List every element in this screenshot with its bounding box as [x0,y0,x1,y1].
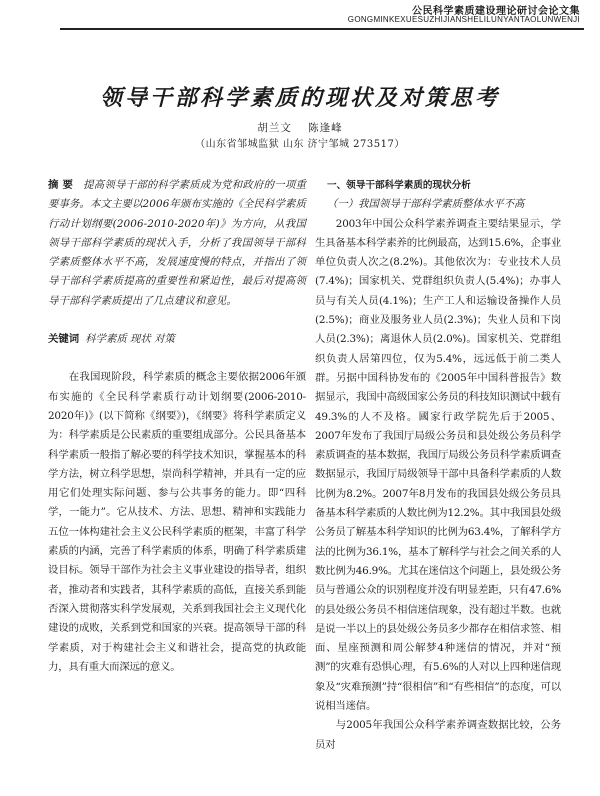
journal-series-title: 公民科学素质建设理论研讨会论文集 [412,6,580,17]
article-title: 领导干部科学素质的现状及对策思考 [99,84,500,111]
keywords-text: 科学素质 现状 对策 [85,333,175,346]
abstract-label: 摘 要 [48,179,74,191]
subsection-heading: （一）我国领导干部科学素质整体水平不高 [327,198,525,211]
abstract [48,176,306,311]
header-rule [60,28,584,30]
article-authors: 胡兰文 陈逢峰 [257,122,343,134]
journal-series-pinyin: GONGMINKEXUESUZHIJIANSHELILUNYANTAOLUNWENJI [347,15,580,24]
keywords-label: 关键词 [48,333,80,346]
abstract-text: 提高领导干部的科学素质成为党和政府的一项重要事务。本文主要以2006年颁布实施的《全民科学素质行动计划纲要(2006-2010-2020年)》为方向，从我国领导干部科学素质的现状入手，分析了我国领导干部科学素质整体水平不高，发展速度慢的特点，并指出了领导干部科学素质提高的重要性和紧迫性，最后对提高领导干部科学素质提出了几点建议和意见。 [48,179,306,307]
body-paragraph: 2003年中国公众科学素养调查主要结果显示，学生具备基本科学素养的比例最高，达到15.6%，企事业单位负责人次之(8.2%)。其他依次为：专业技术人员(7.4%)；国家机关、党群组织负责人(5.4%)；办事人员与有关人员(4.1%)；生产工人和运输设备操作人员(2.5%)；商业及服务业人员(2.3%)；失业人员和下岗人员(2.3%)；离退休人员(2.0%)。国家机关、党群组织负责人居第四位，仅为5.4%，远远低于前二类人群。另据中国科协发布的《2005年中国科普报告》数据显示，我国中高级国家公务员的科技知识测试中载有49.3%的人不及格。國家行政学院先后于2005、2007年发布了我国厅局级公务员和县处级公务员科学素质调查的基本数据，我国厅局级公务员科学素质调查数据显示，我国厅局级领导干部中具备科学素质的人数比例为8.2%。2007年8月发布的我国县处级公务员具备基本科学素质的人数比例为12.2%。其中我国县处级公务员了解基本科学知识的比例为63.4%，了解科学方法的比例为36.1%，基本了解科学与社会之间关系的人数比例为46.9%。尤其在迷信这个问题上，县处级公务员与普通公众的识别程度并没有明显差距，只有47.6%的县处级公务员不相信迷信现象，没有超过半数。也就是说一半以上的县处级公务员多少都存在相信求签、相面、星座预测和周公解梦4种迷信的情况，并对“预测”的灾难有恐惧心理，有5.6%的人对以上四种迷信现象及“灾难预测”持“很相信”和“有些相信”的态度，可以说相当迷信。 [315,217,562,713]
author-affiliation: （山东省邹城监狱 山东 济宁邹城 273517） [195,139,405,150]
body-paragraph-continued: 与2005年我国公众科学素养调查数据比较，公务员对 [315,719,561,751]
keywords [48,330,306,349]
section-heading: 一、领导干部科学素质的现状分析 [327,180,471,191]
intro-paragraph: 在我国现阶段，科学素质的概念主要依据2006年颁布实施的《全民科学素质行动计划纲要(2006-2010-2020年)》(以下简称《纲要》)，《纲要》将科学素质定义为：科学素质是公民素质的重要组成部分。公民具备基本科学素质一般指了解必要的科学技术知识，掌握基本的科学方法，树立科学思想，崇尚科学精神，并具有一定的应用它们处理实际问题、参与公共事务的能力。即“四科学，一能力”。它从技术、方法、思想、精神和实践能力五位一体构建社会主义公民科学素质的框架，丰富了科学素质的内涵，完善了科学素质的体系，明确了科学素质建设目标。领导干部作为社会主义事业建设的指导者，组织者，推动者和实践者，其科学素质的高低，直接关系到能否深入贯彻落实科学发展观，关系到我国社会主义现代化建设的成败，关系到党和国家的兴衰。提高领导干部的科学素质，对于构建社会主义和谐社会，提高党的执政能力，具有重大而深远的意义。 [48,371,306,673]
right-column [315,176,561,755]
left-column [48,176,306,677]
